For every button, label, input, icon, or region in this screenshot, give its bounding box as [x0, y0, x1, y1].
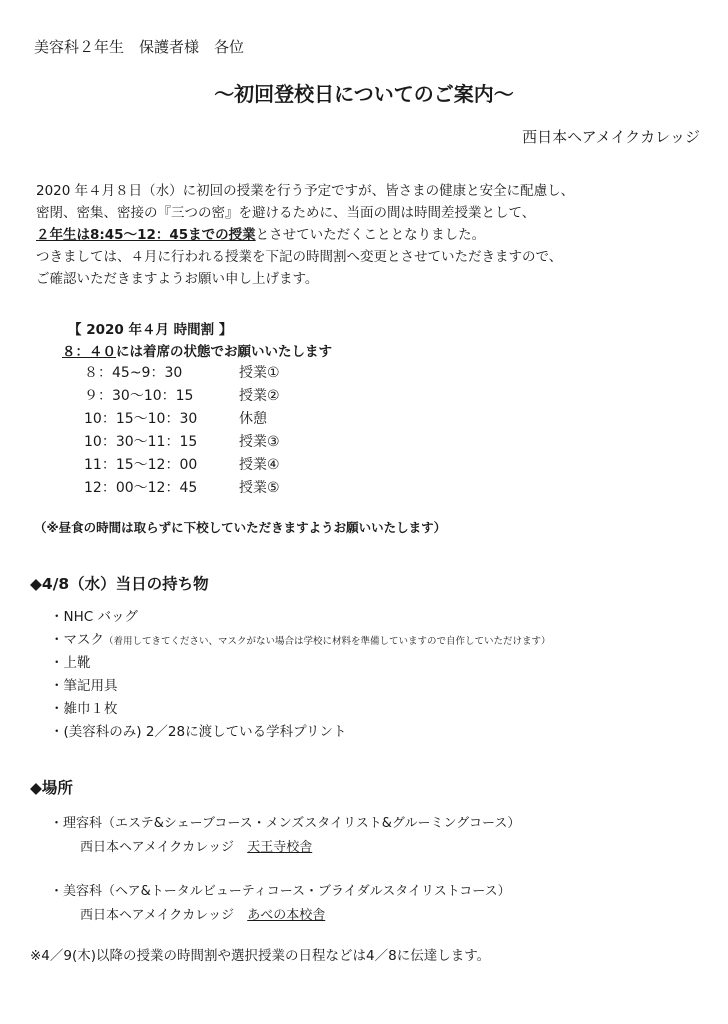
timetable-label: 授業③: [239, 434, 280, 450]
footer-note: ※4／9(木)以降の授業の時間割や選択授業の日程などは4／8に伝達します。: [30, 948, 491, 964]
timetable-row: [84, 477, 280, 500]
belongings-list: [50, 606, 551, 744]
place-course-2: ・美容科（ヘア&トータルビューティコース・ブライダルスタイリストコース）: [50, 884, 511, 899]
attendance-text: には着席の状態でお願いいたします: [116, 344, 332, 360]
attendance-note: [62, 340, 332, 360]
list-item: [50, 606, 551, 629]
school-name: 西日本ヘアメイクカレッジ: [80, 908, 235, 923]
list-item-text: ・マスク: [50, 632, 104, 648]
list-item-text: ・NHC バッグ: [50, 609, 138, 625]
timetable-time: 10：30～11：15: [84, 434, 198, 450]
list-item-text: ・上靴: [50, 655, 91, 671]
document-title: ～初回登校日についてのご案内～: [214, 82, 514, 106]
list-item: [50, 721, 551, 744]
intro-line-2: 密閉、密集、密接の『三つの密』を避けるために、当面の間は時間差授業として、: [36, 205, 536, 221]
list-item-text: ・雑巾１枚: [50, 701, 118, 717]
intro-line-3-emphasis: ２年生は8:45～12：45までの授業: [36, 227, 256, 243]
lunch-note: （※昼食の時間は取らずに下校していただきますようお願いいたします）: [34, 520, 447, 535]
timetable-label: 授業①: [239, 365, 280, 381]
place-course-1: ・理容科（エステ&シェーブコース・メンズスタイリスト&グルーミングコース）: [50, 816, 521, 831]
list-item-note: （着用してきてください、マスクがない場合は学校に材料を準備していますので自作していただけます）: [104, 636, 551, 647]
list-item: [50, 675, 551, 698]
timetable-heading: 【 2020 年４月 時間割 】: [68, 322, 233, 338]
intro-line-5: ご確認いただきますようお願い申し上げます。: [36, 271, 319, 287]
addressee: 美容科２年生 保護者様 各位: [34, 38, 245, 56]
timetable-time: ９：30～10：15: [84, 388, 194, 404]
place-address-2: [80, 904, 325, 923]
intro-line-3: [36, 224, 574, 246]
timetable-label: 授業④: [239, 457, 280, 473]
timetable-row: [84, 431, 280, 454]
timetable-row: [84, 385, 280, 408]
timetable-row: [84, 408, 280, 431]
timetable-row: [84, 454, 280, 477]
timetable-label: 休憩: [239, 411, 267, 427]
intro-line-1: 2020 年４月８日（水）に初回の授業を行う予定ですが、皆さまの健康と安全に配慮し、: [36, 183, 575, 199]
timetable-label: 授業⑤: [239, 480, 280, 496]
intro-paragraph: [36, 180, 574, 290]
list-item-text: ・筆記用具: [50, 678, 118, 694]
timetable-label: 授業②: [239, 388, 280, 404]
place-address-1: [80, 836, 312, 855]
attendance-time: ８：４０: [62, 344, 116, 360]
timetable: [84, 362, 280, 500]
list-item-text: ・(美容科のみ) 2／28に渡している学科プリント: [50, 724, 347, 740]
location-heading: ◆場所: [30, 779, 73, 797]
intro-line-4: つきましては、４月に行われる授業を下記の時間割へ変更とさせていただきますので、: [36, 249, 563, 265]
belongings-heading: ◆4/8（水）当日の持ち物: [30, 575, 209, 593]
list-item: [50, 698, 551, 721]
school-name: 西日本ヘアメイクカレッジ: [80, 840, 235, 855]
timetable-time: 12：00～12：45: [84, 480, 198, 496]
campus-name: 天王寺校舎: [247, 840, 313, 855]
timetable-time: 10：15～10：30: [84, 411, 198, 427]
sender-name: 西日本ヘアメイクカレッジ: [522, 128, 700, 146]
list-item: [50, 629, 551, 652]
timetable-row: [84, 362, 280, 385]
timetable-time: ８：45~9：30: [84, 365, 183, 381]
list-item: [50, 652, 551, 675]
intro-line-3-rest: とさせていただくこととなりました。: [255, 227, 486, 243]
timetable-time: 11：15～12：00: [84, 457, 198, 473]
campus-name: あべの本校舎: [247, 908, 326, 923]
